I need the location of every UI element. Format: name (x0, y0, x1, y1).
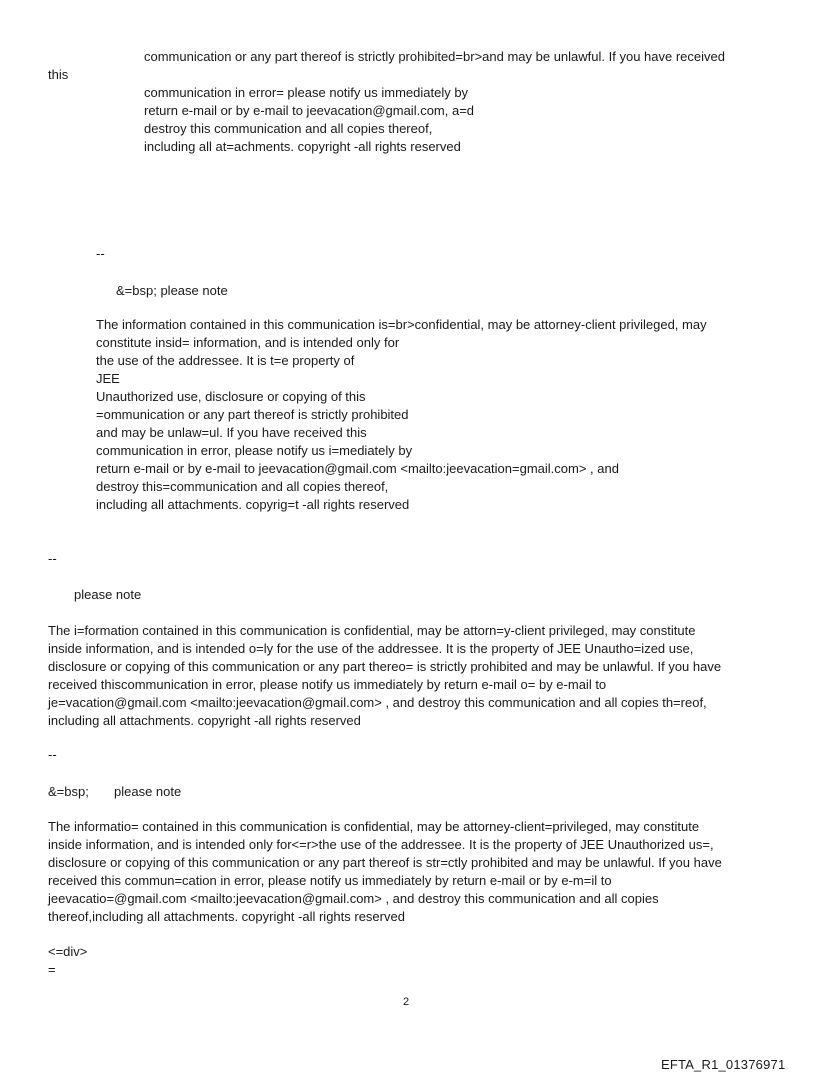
block4-separator: -- (48, 747, 57, 762)
block3-body (48, 622, 721, 730)
block3-line: including all attachments. copyright -all rights reserved (48, 713, 361, 728)
block1-line-4: return e-mail or by e-mail to jeevacation@gmail.com, a=d (144, 103, 475, 118)
block2-body (96, 316, 707, 514)
block2-line: communication in error, please notify us i=mediately by (96, 443, 413, 458)
block3-line: je=vacation@gmail.com <mailto:jeevacation@gmail.com> , and destroy this communication and all copies th=reof, (48, 695, 707, 710)
block4-heading-prefix: &=bsp; (48, 784, 89, 799)
block1-line-6: including all at=achments. copyright -all rights reserved (144, 139, 461, 154)
block2-line: Unauthorized use, disclosure or copying of this (96, 389, 366, 404)
block4-heading: please note (114, 784, 182, 799)
equals-text: = (48, 962, 56, 977)
block4-line: inside information, and is intended only for<=r>the use of the addressee. It is the property of JEE Unauthorized us=, (48, 837, 714, 852)
block2-line: JEE (96, 371, 120, 386)
block3-line: received thiscommunication in error, please notify us immediately by return e-mail o= by e-mail to (48, 677, 607, 692)
block4-line: jeevacatio=@gmail.com <mailto:jeevacation@gmail.com> , and destroy this communication and all copies (48, 891, 659, 906)
block1-line-3: communication in error= please notify us immediately by (144, 85, 469, 100)
block3-line: The i=formation contained in this communication is confidential, may be attorn=y-client privileged, may constitute (48, 623, 696, 638)
block3-heading: please note (74, 587, 142, 602)
block4-line: thereof,including all attachments. copyright -all rights reserved (48, 909, 405, 924)
block3-line: disclosure or copying of this communication or any part thereo= is strictly prohibited and may be unlawful. If you have (48, 659, 722, 674)
page-number: 2 (403, 996, 410, 1008)
div-tag-text: <=div> (48, 944, 88, 959)
block3-line: inside information, and is intended o=ly for the use of the addressee. It is the property of JEE Unautho=ized use, (48, 641, 694, 656)
block4-line: received this commun=cation in error, please notify us immediately by return e-mail or by e-m=il to (48, 873, 612, 888)
block2-line: including all attachments. copyrig=t -all rights reserved (96, 497, 410, 512)
block2-line: return e-mail or by e-mail to jeevacation@gmail.com <mailto:jeevacation=gmail.com> , and (96, 461, 619, 476)
block1-line-1: communication or any part thereof is strictly prohibited=br>and may be unlawful. If you have received (144, 49, 725, 64)
block2-line: the use of the addressee. It is t=e property of (96, 353, 355, 368)
document-id: EFTA_R1_01376971 (661, 1057, 786, 1072)
block2-line: and may be unlaw=ul. If you have received this (96, 425, 367, 440)
block4-line: The informatio= contained in this communication is confidential, may be attorney-client=privileged, may constitute (48, 819, 700, 834)
block3-separator: -- (48, 551, 57, 566)
block2-line: destroy this=communication and all copies thereof, (96, 479, 389, 494)
block2-separator: -- (96, 246, 105, 261)
block2-line: The information contained in this communication is=br>confidential, may be attorney-client privileged, may (96, 317, 707, 332)
block4-line: disclosure or copying of this communication or any part thereof is str=ctly prohibited and may be unlawful. If you have (48, 855, 722, 870)
block2-line: constitute insid= information, and is intended only for (96, 335, 400, 350)
block1-line-5: destroy this communication and all copies thereof, (144, 121, 433, 136)
block4-body (48, 818, 722, 926)
block1-line-2: this (48, 67, 69, 82)
block2-line: =ommunication or any part thereof is strictly prohibited (96, 407, 409, 422)
block2-heading: &=bsp; please note (116, 283, 228, 298)
